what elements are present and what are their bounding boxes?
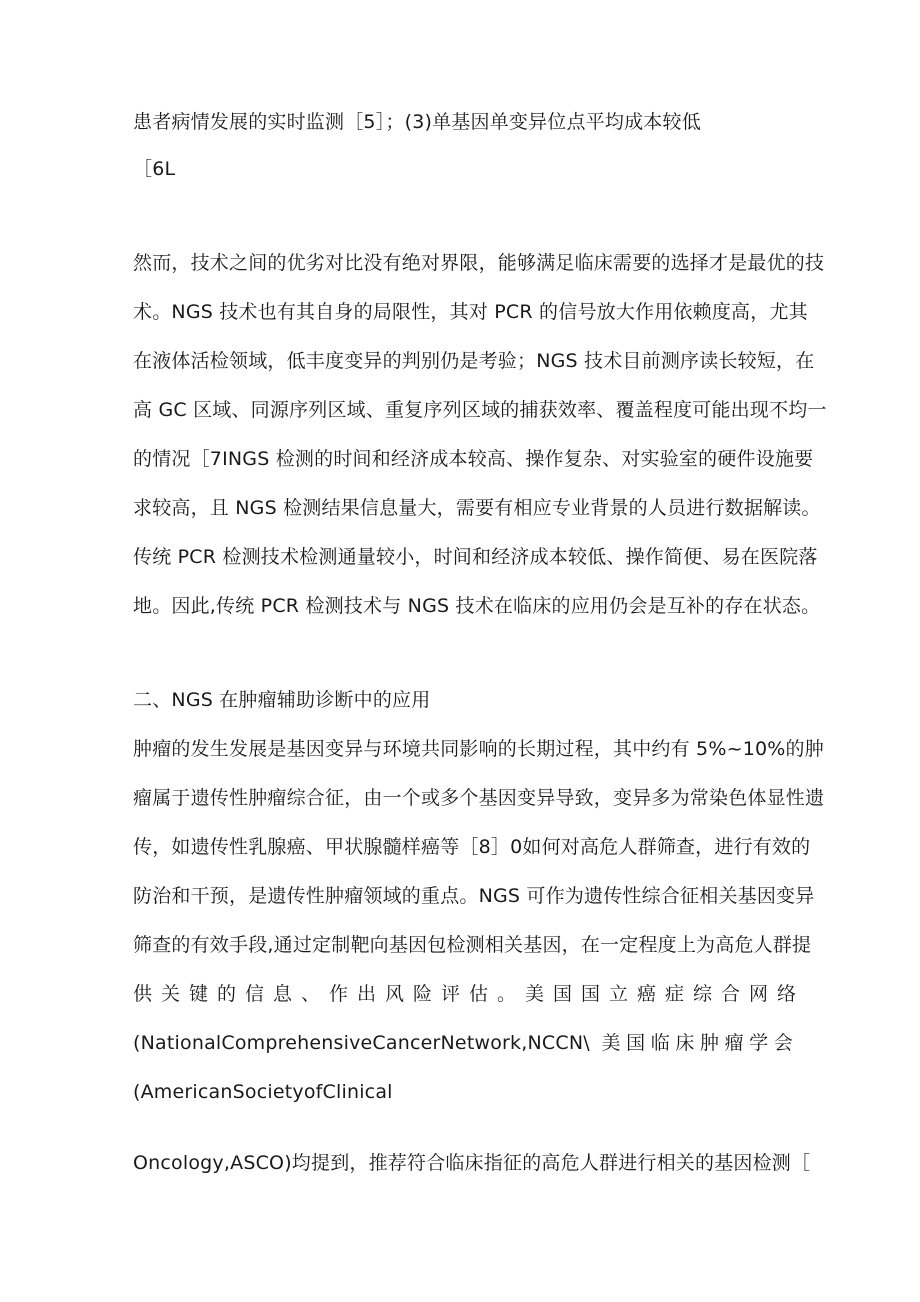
paragraph-line: 供关键的信息、作出风险评估。美国国立癌症综合网络: [133, 983, 806, 1005]
paragraph-line: 瘤属于遗传性肿瘤综合征，由一个或多个基因变异导致，变异多为常染色体显性遗: [133, 787, 825, 809]
paragraph-line: (NationalComprehensiveCancerNetwork,NCCN\ 美国临床肿瘤学会: [133, 1032, 793, 1054]
paragraph-line: 传，如遗传性乳腺癌、甲状腺髓样癌等［8］0如何对高危人群筛查，进行有效的: [133, 836, 811, 858]
paragraph-line: 然而，技术之间的优劣对比没有绝对界限，能够满足临床需要的选择才是最优的技: [133, 252, 825, 274]
paragraph-line: 术。NGS 技术也有其自身的局限性，其对 PCR 的信号放大作用依赖度高，尤其: [133, 301, 808, 323]
paragraph-line: 传统 PCR 检测技术检测通量较小，时间和经济成本较低、操作简便、易在医院落: [133, 546, 818, 568]
intro-line-1: 患者病情发展的实时监测［5］；(3)单基因单变异位点平均成本较低: [133, 111, 701, 133]
paragraph-line: 防治和干预，是遗传性肿瘤领域的重点。NGS 可作为遗传性综合征相关基因变异: [133, 885, 815, 907]
paragraph-line: 肿瘤的发生发展是基因变异与环境共同影响的长期过程，其中约有 5%~10%的肿: [133, 738, 824, 760]
intro-line-2: ［6L: [133, 158, 176, 180]
paragraph-line: (AmericanSocietyofClinical: [133, 1081, 393, 1103]
paragraph-line: 的情况［7INGS 检测的时间和经济成本较高、操作复杂、对实验室的硬件设施要: [133, 448, 814, 470]
paragraph-line: 求较高，且 NGS 检测结果信息量大，需要有相应专业背景的人员进行数据解读。: [133, 497, 821, 519]
paragraph-line-final: Oncology,ASCO)均提到，推荐符合临床指征的高危人群进行相关的基因检测［: [133, 1152, 811, 1174]
paragraph-line: 在液体活检领域，低丰度变异的判别仍是考验；NGS 技术目前测序读长较短，在: [133, 350, 815, 372]
paragraph-line: 筛查的有效手段,通过定制靶向基因包检测相关基因，在一定程度上为高危人群提: [133, 934, 812, 956]
section-heading: 二、NGS 在肿瘤辅助诊断中的应用: [133, 689, 431, 711]
paragraph-line: 高 GC 区域、同源序列区域、重复序列区域的捕获效率、覆盖程度可能出现不均一: [133, 399, 827, 421]
paragraph-line: 地。因此,传统 PCR 检测技术与 NGS 技术在临床的应用仍会是互补的存在状态。: [133, 595, 821, 617]
